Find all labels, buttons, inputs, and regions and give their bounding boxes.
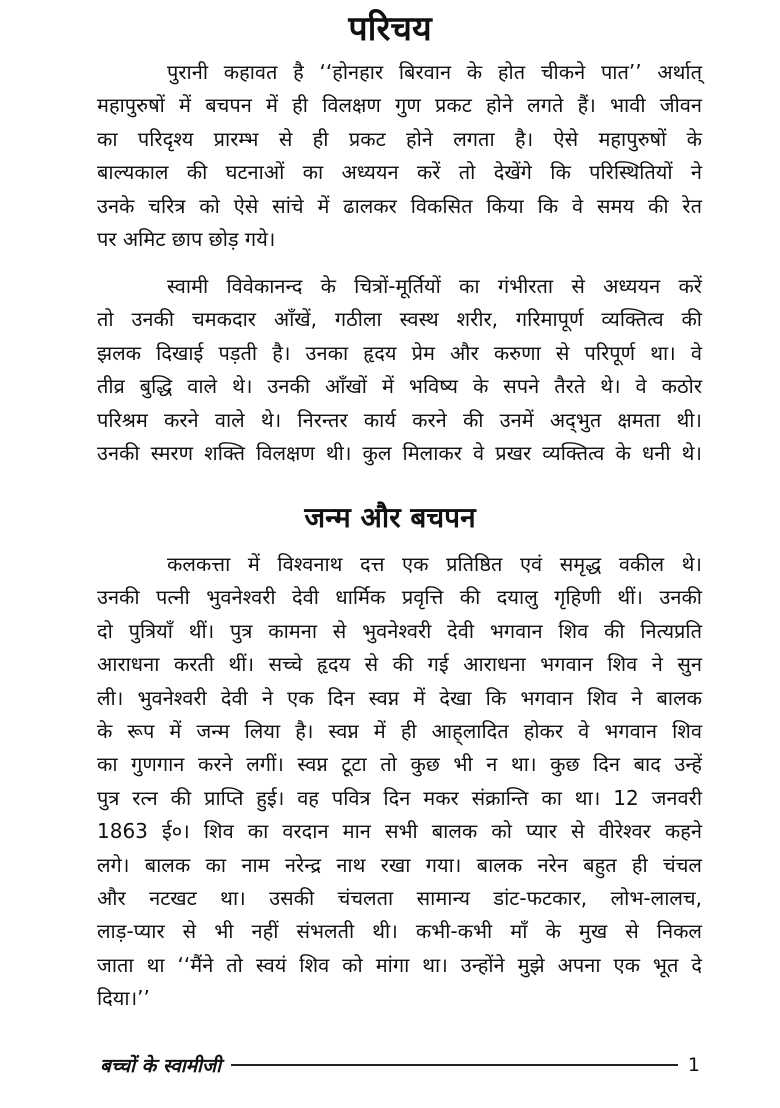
text-line: दिया।’’ — [97, 986, 150, 1011]
text-line: उनकी पत्नी भुवनेश्वरी देवी धार्मिक प्रवृत्ति की दयालु गृहिणी थीं। उनकी — [97, 585, 702, 610]
text-line: उनकी स्मरण शक्ति विलक्षण थी। कुल मिलाकर वे प्रखर व्यक्तित्व के धनी थे। — [97, 440, 702, 465]
text-line: तो उनकी चमकदार आँखें, गठीला स्वस्थ शरीर, गरिमापूर्ण व्यक्तित्व की — [97, 307, 702, 332]
text-line: उनके चरित्र को ऐसे सांचे में ढालकर विकसित किया कि वे समय की रेत — [97, 193, 702, 218]
text-line: ली। भुवनेश्वरी देवी ने एक दिन स्वप्न में देखा कि भगवान शिव ने बालक — [97, 685, 702, 710]
section-title-introduction: परिचय — [348, 9, 432, 49]
text-line: स्वामी विवेकानन्द के चित्रों-मूर्तियों का गंभीरता से अध्ययन करें — [167, 274, 702, 298]
text-line: का गुणगान करने लगीं। स्वप्न टूटा तो कुछ भी न था। कुछ दिन बाद उन्हें — [97, 752, 702, 777]
text-line: के रूप में जन्म लिया है। स्वप्न में ही आह्‌लादित होकर वे भगवान शिव — [97, 718, 702, 743]
text-line: पर अमिट छाप छोड़ गये। — [97, 226, 276, 251]
text-line: और नटखट था। उसकी चंचलता सामान्य डांट-फटकार, लोभ-लालच, — [97, 885, 702, 910]
text-line: बाल्यकाल की घटनाओं का अध्ययन करें तो देखेंगे कि परिस्थितियों ने — [97, 160, 702, 185]
text-line: पुरानी कहावत है ‘‘होनहार बिरवान के होत चीकने पात’’ अर्थात् — [167, 60, 702, 84]
paragraph — [97, 56, 702, 256]
text-line: पुत्र रत्न की प्राप्ति हुई। वह पवित्र दिन मकर संक्रान्ति का था। 12 जनवरी — [97, 785, 702, 810]
footer-rule — [231, 1064, 678, 1066]
paragraph — [97, 548, 702, 1015]
book-title: बच्चों के स्वामीजी — [100, 1055, 221, 1077]
text-line: 1863 ई०। शिव का वरदान मान सभी बालक को प्यार से वीरेश्वर कहने — [97, 819, 702, 844]
section-title-birth-childhood: जन्म और बचपन — [304, 501, 476, 534]
text-line: आराधना करती थीं। सच्चे हृदय से की गई आराधना भगवान शिव ने सुन — [97, 652, 702, 677]
text-line: झलक दिखाई पड़ती है। उनका हृदय प्रेम और करुणा से परिपूर्ण था। वे — [97, 340, 702, 365]
text-line: परिश्रम करने वाले थे। निरन्तर कार्य करने की उनमें अद्‌भुत क्षमता थी। — [97, 407, 702, 432]
text-line: लाड़-प्यार से भी नहीं संभलती थी। कभी-कभी माँ के मुख से निकल — [97, 919, 702, 944]
page-footer — [100, 1050, 700, 1080]
text-line: तीव्र बुद्धि वाले थे। उनकी आँखों में भविष्य के सपने तैरते थे। वे कठोर — [97, 374, 702, 399]
text-line: दो पुत्रियाँ थीं। पुत्र कामना से भुवनेश्वरी देवी भगवान शिव की नित्यप्रति — [97, 618, 702, 643]
paragraph — [97, 270, 702, 470]
text-line: लगे। बालक का नाम नरेन्द्र नाथ रखा गया। बालक नरेन बहुत ही चंचल — [97, 852, 702, 877]
text-line: का परिदृश्य प्रारम्भ से ही प्रकट होने लगता है। ऐसे महापुरुषों के — [97, 126, 702, 151]
text-line: जाता था ‘‘मैंने तो स्वयं शिव को मांगा था। उन्होंने मुझे अपना एक भूत दे — [97, 952, 702, 977]
text-line: महापुरुषों में बचपन में ही विलक्षण गुण प्रकट होने लगते हैं। भावी जीवन — [97, 93, 702, 118]
text-line: कलकत्ता में विश्वनाथ दत्त एक प्रतिष्ठित एवं समृद्ध वकील थे। — [167, 552, 702, 576]
page-number: 1 — [687, 1054, 700, 1076]
